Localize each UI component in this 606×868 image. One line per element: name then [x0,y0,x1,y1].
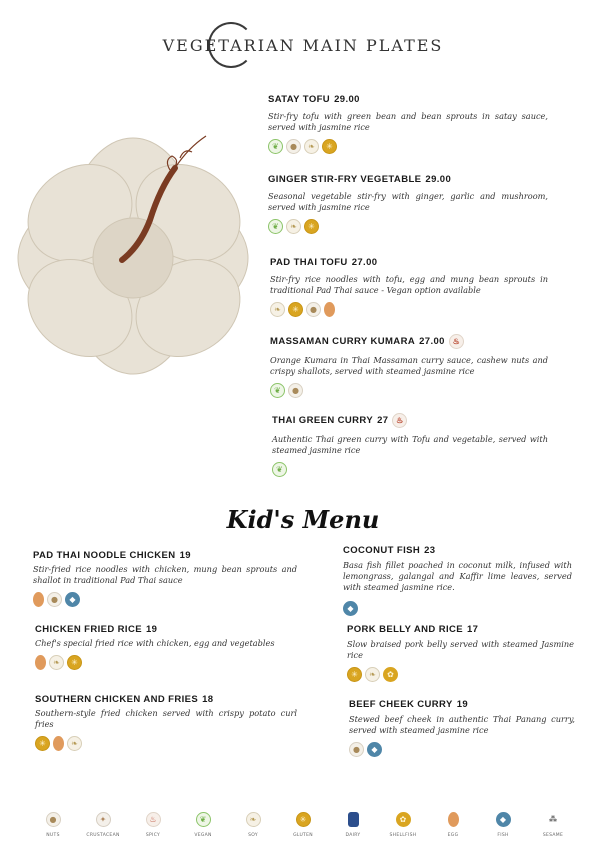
egg-icon [53,736,64,751]
dish-price: 19 [179,550,191,561]
page-title: VEGETARIAN MAIN PLATES [162,36,444,55]
dish-ginger-stir-fry [268,174,548,235]
dish-name: COCONUT FISH [343,545,421,556]
legend-gluten: ✳ GLUTEN [280,812,326,838]
kids-menu-title: Kid's Menu [226,505,380,534]
vegan-icon: ❦ [196,812,211,827]
dish-name: THAI GREEN CURRY [272,415,374,427]
legend-fish: ◆ FISH [480,812,526,838]
dish-name: PAD THAI NOODLE CHICKEN [33,550,176,561]
kids-dish-chicken-fried-rice [35,624,297,671]
shellfish-icon: ✿ [396,812,411,827]
spicy-icon: ♨ [392,413,407,428]
dish-price: 18 [202,694,214,705]
soy-icon: ❧ [49,655,64,670]
vegan-icon: ❦ [268,219,283,234]
kids-dish-pork-belly [347,624,574,683]
allergen-icons [270,302,548,318]
dish-name: SOUTHERN CHICKEN AND FRIES [35,694,199,705]
dish-pad-thai-tofu [270,257,548,318]
kids-dish-beef-cheek [349,699,575,758]
legend-spicy: ♨ SPICY [130,812,176,838]
soy-icon: ❧ [286,219,301,234]
pumpkin-illustration [10,128,256,378]
dish-description: Stir-fry rice noodles with tofu, egg and mung bean sprouts in traditional Pad Thai sauce - Vegan option available [270,274,548,295]
nuts-icon: ● [349,742,364,757]
legend-crustacean: ✦ CRUSTACEAN [80,812,126,838]
dish-price: 27.00 [419,336,445,348]
egg-icon [33,592,44,607]
gluten-icon: ✳ [304,219,319,234]
kids-dish-southern-chicken [35,694,297,752]
dish-price: 19 [145,624,158,635]
dish-description: Stir-fry tofu with green bean and bean sprouts in satay sauce, served with jasmine rice [268,111,548,132]
dish-name: CHICKEN FRIED RICE [35,624,142,635]
spicy-icon: ♨ [146,812,161,827]
nuts-icon: ● [46,812,61,827]
fish-icon: ◆ [367,742,382,757]
legend-shellfish: ✿ SHELLFISH [380,812,426,838]
egg-icon [324,302,335,317]
dish-name: PAD THAI TOFU [270,257,348,268]
sesame-icon: ⁂ [546,812,561,827]
dish-price: 17 [467,624,479,635]
allergen-legend [30,812,576,838]
nuts-icon: ● [47,592,62,607]
gluten-icon: ✳ [322,139,337,154]
crustacean-icon: ✦ [96,812,111,827]
egg-icon [448,812,459,827]
dish-name: PORK BELLY AND RICE [347,624,463,635]
allergen-icons [349,742,575,758]
allergen-icons [347,667,574,683]
dish-description: Slow braised pork belly served with steamed Jasmine rice [347,639,574,660]
fish-icon: ◆ [496,812,511,827]
dish-name: GINGER STIR-FRY VEGETABLE [268,174,422,185]
dish-description: Stir-fried rice noodles with chicken, mung bean sprouts and shallot in traditional Pad Thai sauce [33,564,297,585]
soy-icon: ❧ [67,736,82,751]
allergen-icons [35,655,297,671]
fish-icon: ◆ [65,592,80,607]
dish-description: Chef's special fried rice with chicken, egg and vegetables [35,638,275,648]
dish-description: Orange Kumara in Thai Massaman curry sauce, cashew nuts and crispy shallots, served with steamed jasmine rice [270,355,548,376]
soy-icon: ❧ [304,139,319,154]
gluten-icon: ✳ [67,655,82,670]
dish-price: 23 [424,545,436,556]
gluten-icon: ✳ [296,812,311,827]
allergen-icons [268,139,548,155]
legend-nuts: ● NUTS [30,812,76,838]
gluten-icon: ✳ [347,667,362,682]
allergen-icons [343,601,572,617]
dish-massaman-curry [270,334,548,399]
soy-icon: ❧ [246,812,261,827]
vegan-icon: ❦ [270,383,285,398]
soy-icon: ❧ [270,302,285,317]
gluten-icon: ✳ [288,302,303,317]
legend-egg: EGG [430,812,476,838]
dish-name: SATAY TOFU [268,94,331,105]
dish-satay-tofu [268,94,548,155]
allergen-icons [33,592,297,608]
egg-icon [35,655,46,670]
dish-price: 27.00 [351,257,378,268]
dish-description: Stewed beef cheek in authentic Thai Panang curry, served with steamed jasmine rice [349,714,575,735]
fish-icon: ◆ [343,601,358,616]
dairy-icon [348,812,359,827]
nuts-icon: ● [286,139,301,154]
menu-header [0,18,606,78]
allergen-icons [270,383,548,399]
vegan-icon: ❦ [268,139,283,154]
legend-vegan: ❦ VEGAN [180,812,226,838]
dish-name: MASSAMAN CURRY KUMARA [270,336,416,348]
legend-sesame: ⁂ SESAME [530,812,576,838]
allergen-icons [35,736,297,752]
dish-name: BEEF CHEEK CURRY [349,699,453,710]
dish-price: 29.00 [334,94,360,105]
allergen-icons [268,219,548,235]
dish-description: Southern-style fried chicken served with crispy potato curl fries [35,708,297,729]
dish-description: Seasonal vegetable stir-fry with ginger, garlic and mushroom, served with jasmine rice [268,191,548,212]
nuts-icon: ● [288,383,303,398]
allergen-icons [272,462,548,478]
vegan-icon: ❦ [272,462,287,477]
kids-dish-coconut-fish [343,545,572,617]
dish-price: 19 [456,699,469,710]
soy-icon: ❧ [365,667,380,682]
dish-price: 27 [377,415,389,427]
kids-dish-pad-thai-chicken [33,550,297,608]
dish-description: Basa fish fillet poached in coconut milk, infused with lemongrass, galangal and Kaffir lime leaves, served with steamed jasmine rice. [343,560,572,592]
legend-dairy: DAIRY [330,812,376,838]
shellfish-icon: ✿ [383,667,398,682]
legend-soy: ❧ SOY [230,812,276,838]
spicy-icon: ♨ [449,334,464,349]
dish-description: Authentic Thai green curry with Tofu and vegetable, served with steamed jasmine rice [272,434,548,455]
gluten-icon: ✳ [35,736,50,751]
nuts-icon: ● [306,302,321,317]
dish-thai-green-curry [272,413,548,478]
dish-price: 29.00 [425,174,452,185]
